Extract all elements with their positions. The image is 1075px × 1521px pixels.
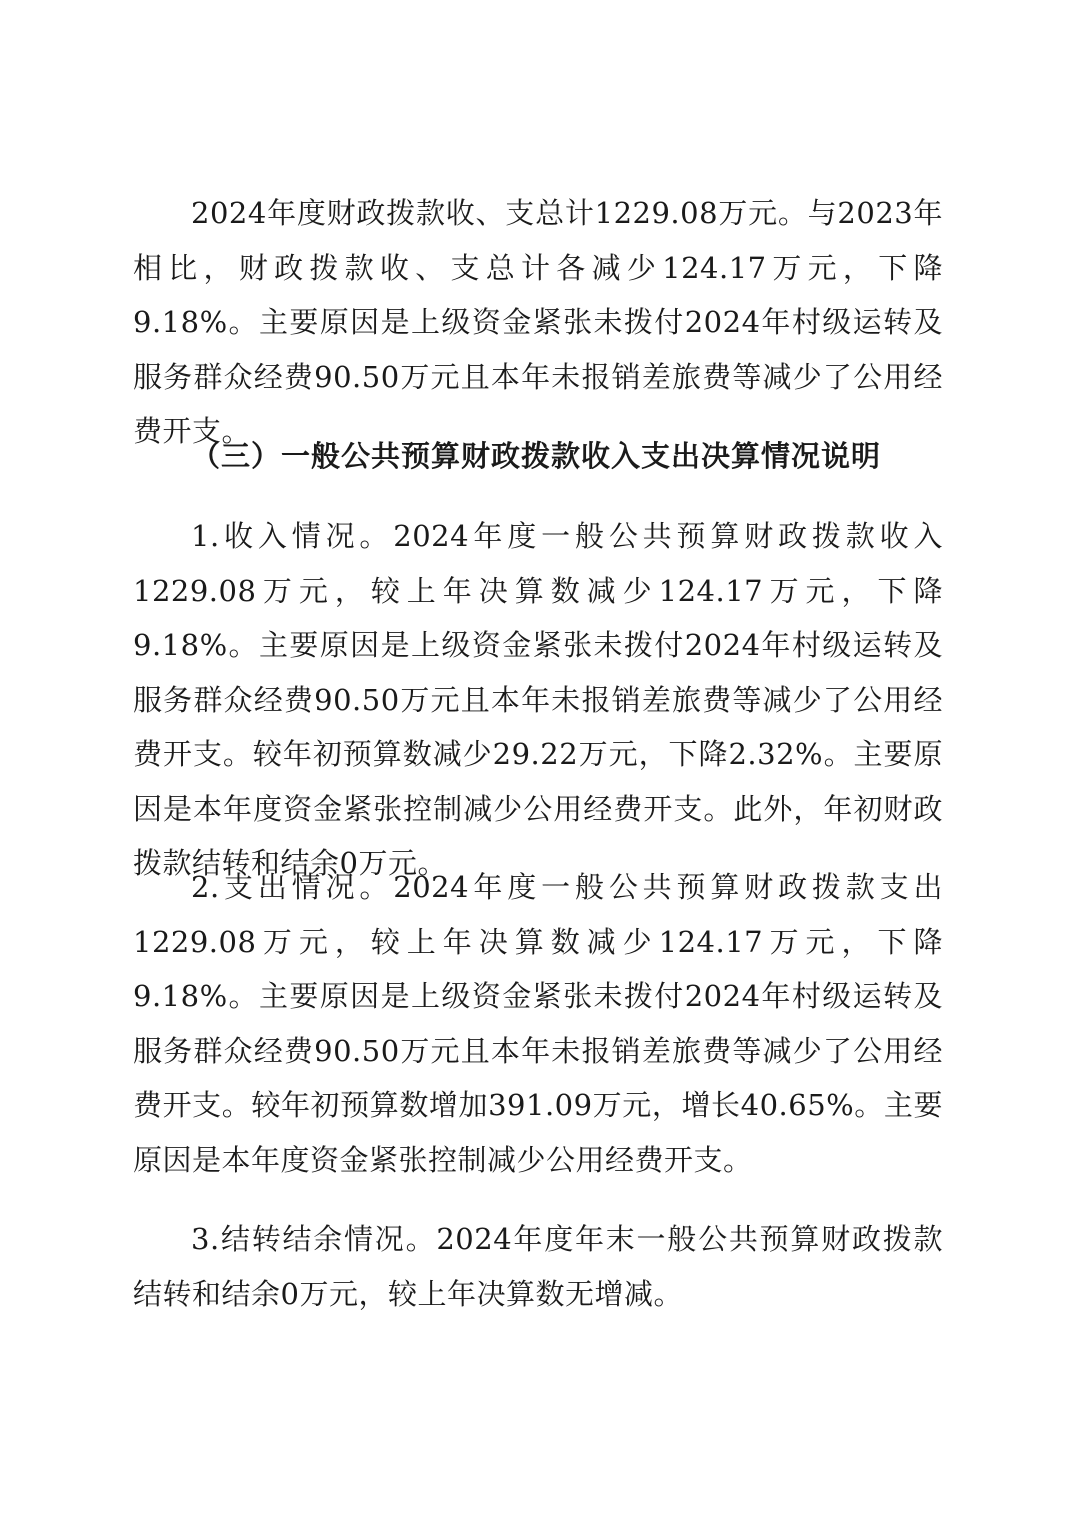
expense-paragraph: 2.支出情况。2024年度一般公共预算财政拨款支出1229.08万元，较上年决算数减少124.17万元，下降9.18%。主要原因是上级资金紧张未拨付2024年村级运转及服务群众经费90.50万元且本年未报销差旅费等减少了公用经费开支。较年初预算数增加391.09万元，增长40.65%。主要原因是本年度资金紧张控制减少公用经费开支。 <box>133 870 943 1177</box>
balance-paragraph: 3.结转结余情况。2024年度年末一般公共预算财政拨款结转和结余0万元，较上年决算数无增减。 <box>133 1222 943 1311</box>
summary-paragraph: 2024年度财政拨款收、支总计1229.08万元。与2023年相比，财政拨款收、支总计各减少124.17万元，下降9.18%。主要原因是上级资金紧张未拨付2024年村级运转及服务群众经费90.50万元且本年未报销差旅费等减少了公用经费开支。 <box>133 196 943 448</box>
section-heading: （三）一般公共预算财政拨款收入支出决算情况说明 <box>191 439 882 473</box>
income-paragraph: 1.收入情况。2024年度一般公共预算财政拨款收入1229.08万元，较上年决算数减少124.17万元，下降9.18%。主要原因是上级资金紧张未拨付2024年村级运转及服务群众经费90.50万元且本年未报销差旅费等减少了公用经费开支。较年初预算数减少29.22万元，下降2.32%。主要原因是本年度资金紧张控制减少公用经费开支。此外，年初财政拨款结转和结余0万元。 <box>133 519 943 880</box>
